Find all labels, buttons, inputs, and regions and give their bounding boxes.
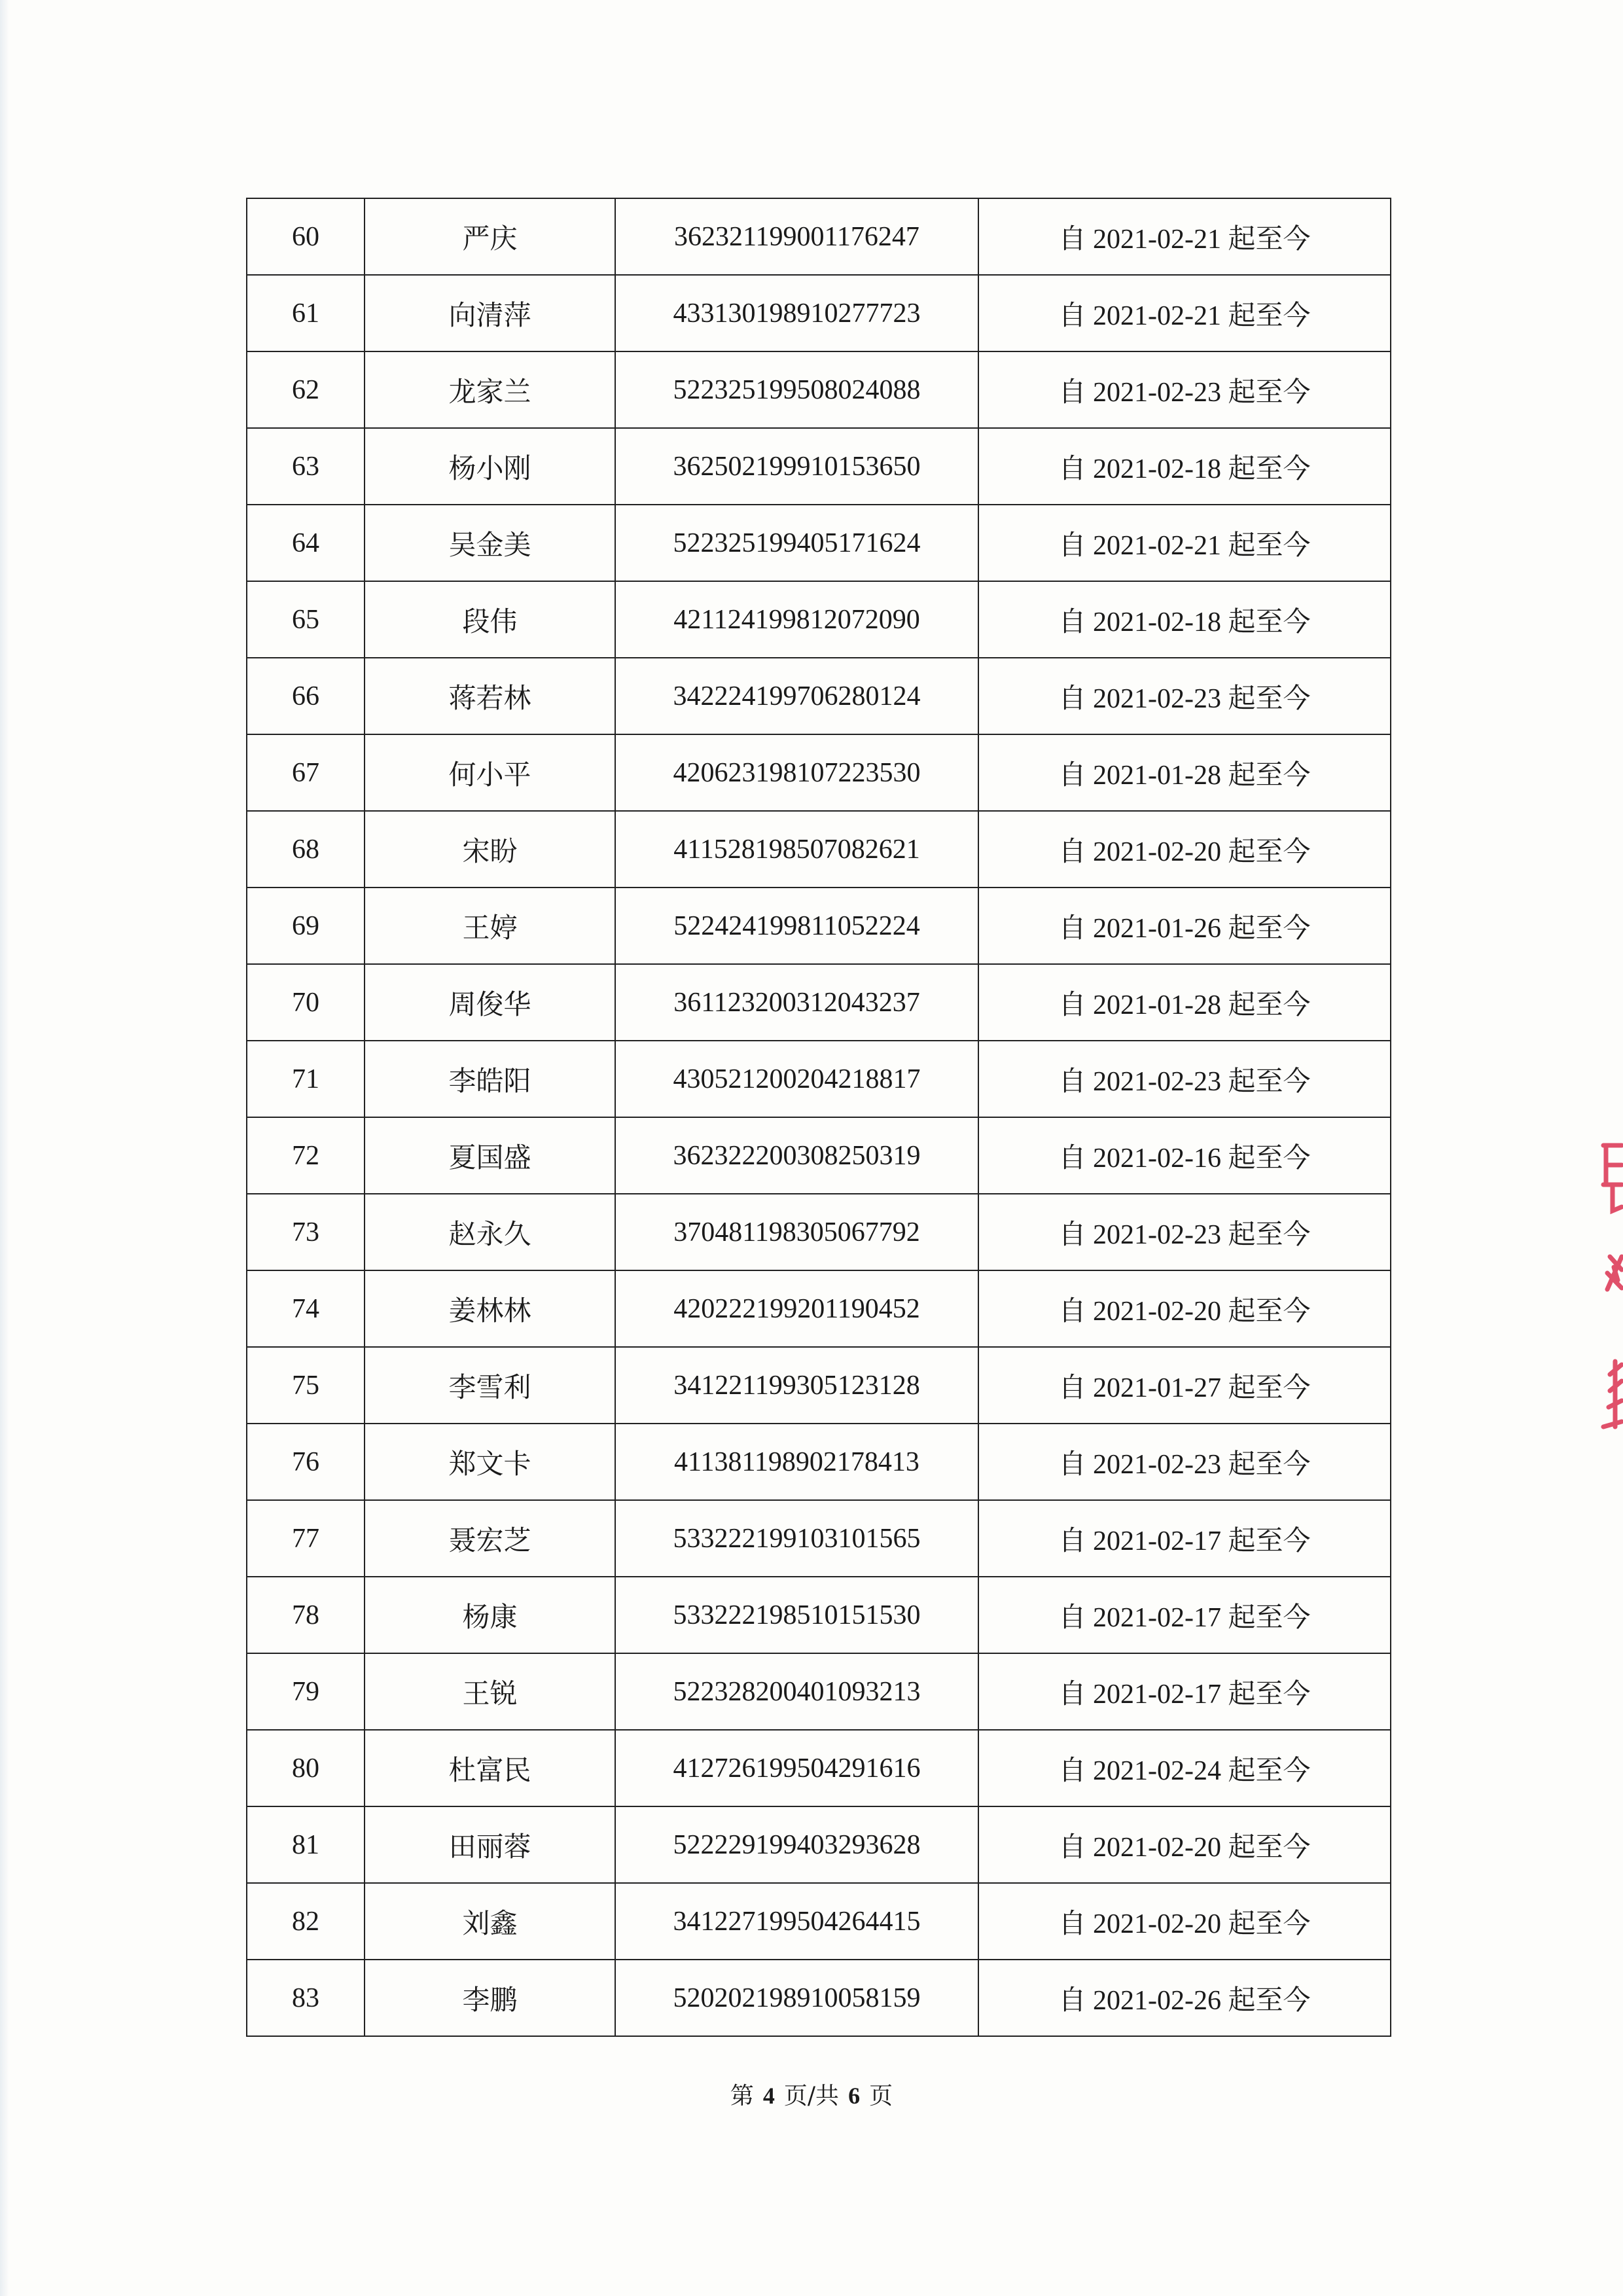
table-row [247,1806,1391,1883]
id-number-cell: 520202198910058159 [615,1960,978,2036]
row-number-cell: 73 [247,1194,365,1270]
row-number-cell: 69 [247,888,365,964]
id-number-cell: 411381198902178413 [615,1424,978,1500]
table-row [247,505,1391,581]
table-row [247,1194,1391,1270]
id-number-cell: 420222199201190452 [615,1270,978,1347]
id-number-cell: 370481198305067792 [615,1194,978,1270]
table-row [247,1730,1391,1806]
row-number-cell: 79 [247,1653,365,1730]
period-cell: 自 2021-01-26 起至今 [978,888,1391,964]
name-cell: 蒋若林 [365,658,615,734]
name-cell: 严庆 [365,198,615,275]
name-cell: 杜富民 [365,1730,615,1806]
name-cell: 刘鑫 [365,1883,615,1960]
name-cell: 李鹏 [365,1960,615,2036]
table-row [247,1500,1391,1577]
name-cell: 龙家兰 [365,351,615,428]
period-cell: 自 2021-02-17 起至今 [978,1500,1391,1577]
table-row [247,275,1391,351]
table-row [247,1041,1391,1117]
period-cell: 自 2021-02-20 起至今 [978,811,1391,888]
row-number-cell: 80 [247,1730,365,1806]
period-cell: 自 2021-02-17 起至今 [978,1577,1391,1653]
row-number-cell: 63 [247,428,365,505]
name-cell: 姜林林 [365,1270,615,1347]
row-number-cell: 67 [247,734,365,811]
row-number-cell: 76 [247,1424,365,1500]
period-cell: 自 2021-02-18 起至今 [978,581,1391,658]
table-row [247,1960,1391,2036]
period-cell: 自 2021-02-23 起至今 [978,658,1391,734]
table-row [247,888,1391,964]
id-number-cell: 362321199001176247 [615,198,978,275]
period-cell: 自 2021-01-28 起至今 [978,964,1391,1041]
period-cell: 自 2021-02-20 起至今 [978,1883,1391,1960]
id-number-cell: 522325199508024088 [615,351,978,428]
name-cell: 宋盼 [365,811,615,888]
period-cell: 自 2021-01-28 起至今 [978,734,1391,811]
period-cell: 自 2021-01-27 起至今 [978,1347,1391,1424]
name-cell: 杨小刚 [365,428,615,505]
row-number-cell: 60 [247,198,365,275]
name-cell: 夏国盛 [365,1117,615,1194]
id-number-cell: 362502199910153650 [615,428,978,505]
row-number-cell: 81 [247,1806,365,1883]
name-cell: 赵永久 [365,1194,615,1270]
period-cell: 自 2021-02-20 起至今 [978,1270,1391,1347]
name-cell: 田丽蓉 [365,1806,615,1883]
roster-table [246,198,1391,2037]
row-number-cell: 65 [247,581,365,658]
row-number-cell: 78 [247,1577,365,1653]
row-number-cell: 72 [247,1117,365,1194]
name-cell: 郑文卡 [365,1424,615,1500]
period-cell: 自 2021-02-23 起至今 [978,351,1391,428]
id-number-cell: 533222199103101565 [615,1500,978,1577]
red-seal-stamp-fragment [1584,1139,1623,1466]
period-cell: 自 2021-02-16 起至今 [978,1117,1391,1194]
table-row [247,198,1391,275]
row-number-cell: 83 [247,1960,365,2036]
id-number-cell: 341221199305123128 [615,1347,978,1424]
period-cell: 自 2021-02-26 起至今 [978,1960,1391,2036]
period-cell: 自 2021-02-20 起至今 [978,1806,1391,1883]
table-row [247,964,1391,1041]
row-number-cell: 62 [247,351,365,428]
table-row [247,351,1391,428]
id-number-cell: 430521200204218817 [615,1041,978,1117]
period-cell: 自 2021-02-18 起至今 [978,428,1391,505]
name-cell: 段伟 [365,581,615,658]
footer-prefix: 第 [730,2083,754,2109]
period-cell: 自 2021-02-21 起至今 [978,505,1391,581]
name-cell: 聂宏芝 [365,1500,615,1577]
id-number-cell: 533222198510151530 [615,1577,978,1653]
id-number-cell: 522328200401093213 [615,1653,978,1730]
id-number-cell: 341227199504264415 [615,1883,978,1960]
name-cell: 王锐 [365,1653,615,1730]
id-number-cell: 412726199504291616 [615,1730,978,1806]
id-number-cell: 433130198910277723 [615,275,978,351]
period-cell: 自 2021-02-23 起至今 [978,1194,1391,1270]
table-row [247,1577,1391,1653]
name-cell: 何小平 [365,734,615,811]
name-cell: 向清萍 [365,275,615,351]
row-number-cell: 77 [247,1500,365,1577]
id-number-cell: 342224199706280124 [615,658,978,734]
period-cell: 自 2021-02-23 起至今 [978,1041,1391,1117]
id-number-cell: 522424199811052224 [615,888,978,964]
scan-edge [0,0,9,2296]
period-cell: 自 2021-02-21 起至今 [978,275,1391,351]
name-cell: 杨康 [365,1577,615,1653]
footer-middle: 页/共 [783,2083,840,2109]
table-row [247,1883,1391,1960]
table-row [247,1424,1391,1500]
row-number-cell: 75 [247,1347,365,1424]
table-row [247,734,1391,811]
page-footer [0,2077,1623,2111]
table-row [247,581,1391,658]
row-number-cell: 71 [247,1041,365,1117]
id-number-cell: 522325199405171624 [615,505,978,581]
row-number-cell: 82 [247,1883,365,1960]
row-number-cell: 66 [247,658,365,734]
name-cell: 吴金美 [365,505,615,581]
roster-body [247,198,1391,2036]
total-pages-number: 6 [848,2083,861,2109]
row-number-cell: 64 [247,505,365,581]
name-cell: 周俊华 [365,964,615,1041]
row-number-cell: 68 [247,811,365,888]
name-cell: 李雪利 [365,1347,615,1424]
period-cell: 自 2021-02-23 起至今 [978,1424,1391,1500]
row-number-cell: 61 [247,275,365,351]
footer-suffix: 页 [869,2083,893,2109]
period-cell: 自 2021-02-21 起至今 [978,198,1391,275]
name-cell: 李皓阳 [365,1041,615,1117]
table-row [247,1653,1391,1730]
id-number-cell: 421124199812072090 [615,581,978,658]
row-number-cell: 70 [247,964,365,1041]
period-cell: 自 2021-02-24 起至今 [978,1730,1391,1806]
table-row [247,1347,1391,1424]
table-row [247,658,1391,734]
id-number-cell: 411528198507082621 [615,811,978,888]
table-row [247,1270,1391,1347]
table-row [247,428,1391,505]
row-number-cell: 74 [247,1270,365,1347]
id-number-cell: 420623198107223530 [615,734,978,811]
id-number-cell: 362322200308250319 [615,1117,978,1194]
period-cell: 自 2021-02-17 起至今 [978,1653,1391,1730]
table-row [247,811,1391,888]
current-page-number: 4 [762,2083,775,2109]
name-cell: 王婷 [365,888,615,964]
id-number-cell: 361123200312043237 [615,964,978,1041]
id-number-cell: 522229199403293628 [615,1806,978,1883]
table-row [247,1117,1391,1194]
